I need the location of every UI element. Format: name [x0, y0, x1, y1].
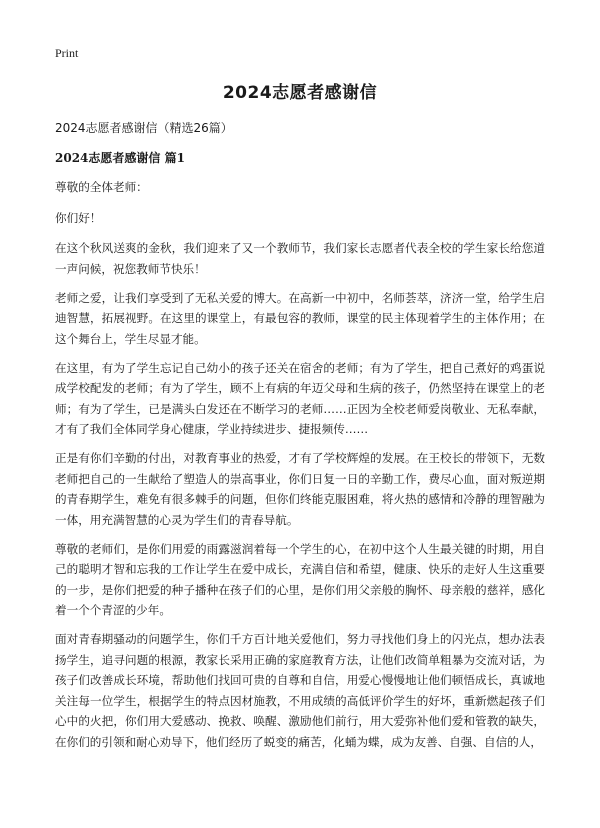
body-paragraph: 在这里，有为了学生忘记自己幼小的孩子还关在宿舍的老师；有为了学生，把自己煮好的鸡蛋说成学校配发的老师；有为了学生，顾不上有病的年迈父母和生病的孩子，仍然坚持在课堂上的老师；有为了学生，已是满头白发还在不断学习的老师……正因为全校老师爱岗敬业、无私奉献，才有了我们全体同学身心健康，学业持续进步、捷报频传…… [55, 360, 545, 436]
print-link[interactable]: Print [55, 46, 79, 60]
greeting: 你们好！ [55, 210, 102, 225]
section-heading: 2024志愿者感谢信 篇1 [55, 151, 185, 165]
page-title: 2024志愿者感谢信 [222, 83, 378, 103]
body-paragraph: 尊敬的老师们，是你们用爱的雨露滋润着每一个学生的心，在初中这个人生最关键的时期，用自己的聪明才智和忘我的工作让学生在爱中成长，充满自信和希望，健康、快乐的走好人生这重要的一步，是你们把爱的种子播种在孩子们的心里，是你们用父亲般的胸怀、母亲般的慈祥，感化着一个个青涩的少年。 [55, 541, 545, 617]
document-subtitle: 2024志愿者感谢信（精选26篇） [55, 121, 233, 135]
document-body [55, 78, 545, 761]
body-paragraph: 在这个秋风送爽的金秋，我们迎来了又一个教师节，我们家长志愿者代表全校的学生家长给您道一声问候，祝您教师节快乐！ [55, 241, 545, 276]
body-paragraph: 正是有你们辛勤的付出，对教育事业的热爱，才有了学校辉煌的发展。在王校长的带领下，无数老师把自己的一生献给了塑造人的崇高事业，你们日复一日的辛勤工作，费尽心血，面对叛逆期的青春期学生，难免有很多棘手的问题，但你们终能克服困难，将火热的感情和冷静的理智融为一体，用充满智慧的心灵为学生们的青春导航。 [55, 451, 545, 527]
body-paragraph: 老师之爱，让我们享受到了无私关爱的博大。在高新一中初中，名师荟萃，济济一堂，给学生启迪智慧，拓展视野。在这里的课堂上，有最包容的教师，课堂的民主体现着学生的主体作用；在这个舞台上，学生尽显才能。 [55, 290, 545, 346]
salutation: 尊敬的全体老师： [55, 180, 148, 194]
body-paragraph: 面对青春期骚动的问题学生，你们千方百计地关爱他们，努力寻找他们身上的闪光点，想办法表扬学生，追寻问题的根源，教家长采用正确的家庭教育方法，让他们改简单粗暴为交流对话，为孩子们改善成长环境，帮助他们找回可贵的自尊和自信，用爱心慢慢地让他们顿悟成长，真诚地关注每一位学生，根据学生的特点因材施教，不用成绩的高低评价学生的好坏，重新燃起孩子们心中的火把，你们用大爱感动、挽救、唤醒、激励他们前行，用大爱弥补他们爱和管教的缺失，在你们的引领和耐心劝导下，他们经历了蜕变的痛苦，化蛹为蝶，成为友善、自强、自信的人， [55, 632, 545, 749]
